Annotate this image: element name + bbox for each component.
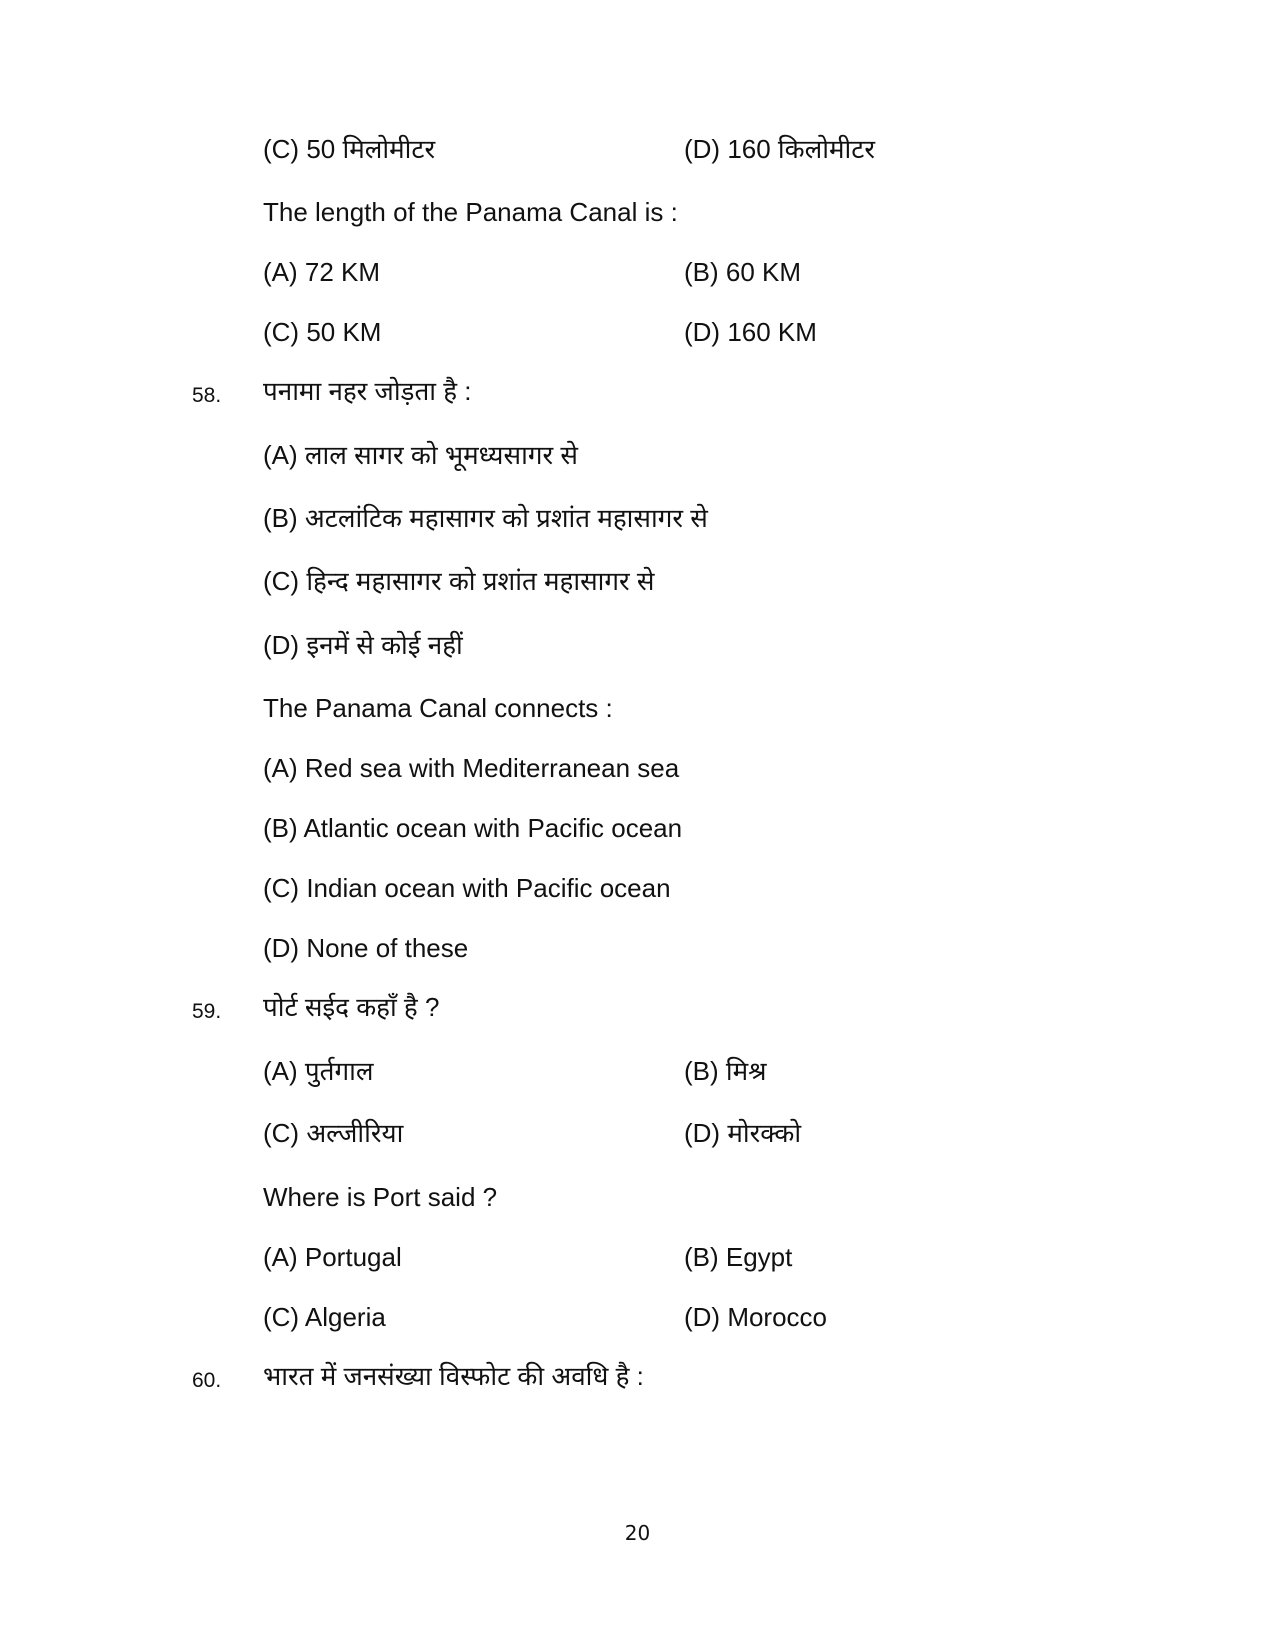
q58-english-option-d: (D) None of these (263, 933, 469, 963)
q60-hindi-question: भारत में जनसंख्या विस्फोट की अवधि है : (263, 1361, 644, 1391)
q59-number: 59. (192, 1000, 222, 1023)
q58-hindi-option-a: (A) लाल सागर को भूमध्यसागर से (263, 440, 578, 470)
q58-english-option-a: (A) Red sea with Mediterranean sea (263, 753, 680, 783)
q57-hindi-option-c: (C) 50 मिलोमीटर (263, 134, 436, 164)
q59-hindi-option-b: (B) मिश्र (684, 1056, 767, 1086)
q59-hindi-question: पोर्ट सईद कहाँ है ? (263, 992, 440, 1022)
q57-english-option-c: (C) 50 KM (263, 317, 382, 347)
q58-hindi-option-b: (B) अटलांटिक महासागर को प्रशांत महासागर से (263, 503, 708, 533)
q58-english-option-b: (B) Atlantic ocean with Pacific ocean (263, 813, 683, 843)
q59-hindi-option-c: (C) अल्जीरिया (263, 1118, 404, 1148)
q58-hindi-question: पनामा नहर जोड़ता है : (263, 376, 472, 406)
q59-english-option-d: (D) Morocco (684, 1302, 828, 1332)
q58-number: 58. (192, 384, 222, 407)
q57-english-question: The length of the Panama Canal is : (263, 197, 678, 227)
q59-english-question: Where is Port said ? (263, 1182, 498, 1212)
q59-english-option-a: (A) Portugal (263, 1242, 402, 1272)
q58-english-question: The Panama Canal connects : (263, 693, 613, 723)
q57-english-option-b: (B) 60 KM (684, 257, 802, 287)
q59-hindi-option-a: (A) पुर्तगाल (263, 1056, 374, 1086)
q57-english-option-a: (A) 72 KM (263, 257, 381, 287)
page-number: 20 (624, 1521, 651, 1545)
q60-number: 60. (192, 1369, 222, 1392)
q58-english-option-c: (C) Indian ocean with Pacific ocean (263, 873, 671, 903)
q58-hindi-option-c: (C) हिन्द महासागर को प्रशांत महासागर से (263, 566, 655, 596)
q59-english-option-c: (C) Algeria (263, 1302, 386, 1332)
q58-hindi-option-d: (D) इनमें से कोई नहीं (263, 630, 463, 660)
q57-hindi-option-d: (D) 160 किलोमीटर (684, 134, 876, 164)
q59-hindi-option-d: (D) मोरक्को (684, 1118, 802, 1148)
q57-english-option-d: (D) 160 KM (684, 317, 817, 347)
q59-english-option-b: (B) Egypt (684, 1242, 793, 1272)
